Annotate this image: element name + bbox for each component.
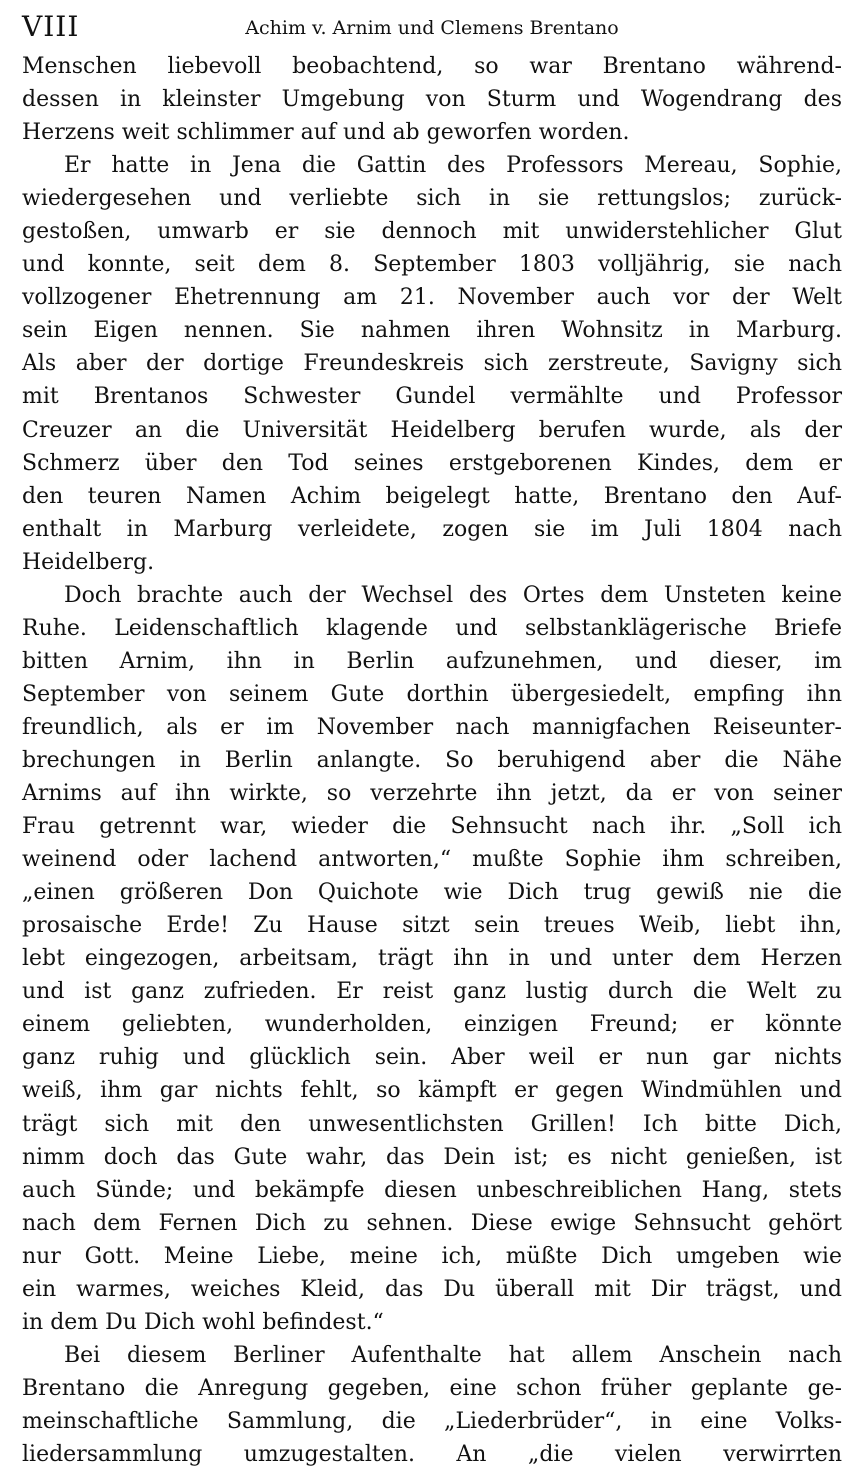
text-line: Menschen liebevoll beobachtend, so war Brentano während- bbox=[22, 54, 842, 79]
text-line: September von seinem Gute dorthin übergesiedelt, empfing ihn bbox=[22, 681, 842, 707]
text-line: Er hatte in Jena die Gattin des Professors Mereau, Sophie, bbox=[64, 153, 842, 179]
running-title: Achim v. Arnim und Clemens Brentano bbox=[245, 17, 619, 39]
text-line: brechungen in Berlin anlangte. So beruhigend aber die Nähe bbox=[22, 747, 842, 773]
text-line: gestoßen, umwarb er sie dennoch mit unwiderstehlicher Glut bbox=[22, 219, 842, 245]
text-line: freundlich, als er im November nach mannigfachen Reiseunter- bbox=[22, 714, 842, 740]
text-line: Bei diesem Berliner Aufenthalte hat allem Anschein nach bbox=[64, 1342, 842, 1368]
text-line: Brentano die Anregung gegeben, eine schon früher geplante ge- bbox=[22, 1375, 842, 1401]
text-line: in dem Du Dich wohl befindest.“ bbox=[22, 1309, 384, 1335]
text-line: sein Eigen nennen. Sie nahmen ihren Wohnsitz in Marburg. bbox=[22, 318, 842, 344]
text-line: Frau getrennt war, wieder die Sehnsucht nach ihr. „Soll ich bbox=[22, 814, 842, 840]
text-line: Schmerz über den Tod seines erstgeborenen Kindes, dem er bbox=[22, 450, 842, 476]
text-line: dessen in kleinster Umgebung von Sturm und Wogendrang des bbox=[22, 87, 842, 113]
text-line: Ruhe. Leidenschaftlich klagende und selbstanklägerische Briefe bbox=[22, 615, 842, 641]
text-line: nur Gott. Meine Liebe, meine ich, müßte Dich umgeben wie bbox=[22, 1243, 842, 1269]
text-line: wiedergesehen und verliebte sich in sie rettungslos; zurück- bbox=[22, 186, 842, 212]
text-line: ganz ruhig und glücklich sein. Aber weil er nun gar nichts bbox=[22, 1045, 842, 1071]
text-line: weiß, ihm gar nichts fehlt, so kämpft er gegen Windmühlen und bbox=[22, 1078, 842, 1104]
text-line: einem geliebten, wunderholden, einzigen Freund; er könnte bbox=[22, 1012, 842, 1038]
text-line: Doch brachte auch der Wechsel des Ortes dem Unsteten keine bbox=[64, 582, 842, 608]
text-line: bitten Arnim, ihn in Berlin aufzunehmen, und dieser, im bbox=[22, 648, 842, 674]
text-line: lebt eingezogen, arbeitsam, trägt ihn in und unter dem Herzen bbox=[22, 946, 842, 972]
text-line: nimm doch das Gute wahr, das Dein ist; es nicht genießen, ist bbox=[22, 1144, 842, 1170]
text-line: ein warmes, weiches Kleid, das Du überall mit Dir trägst, und bbox=[22, 1276, 842, 1302]
text-line: den teuren Namen Achim beigelegt hatte, Brentano den Auf- bbox=[22, 483, 842, 509]
text-line: Herzens weit schlimmer auf und ab geworfen worden. bbox=[22, 120, 630, 146]
text-line: und ist ganz zufrieden. Er reist ganz lustig durch die Welt zu bbox=[22, 979, 842, 1005]
text-line: mit Brentanos Schwester Gundel vermählte und Professor bbox=[22, 384, 842, 410]
text-line: prosaische Erde! Zu Hause sitzt sein treues Weib, liebt ihn, bbox=[22, 913, 842, 939]
text-line: trägt sich mit den unwesentlichsten Grillen! Ich bitte Dich, bbox=[22, 1111, 842, 1137]
text-line: Heidelberg. bbox=[22, 549, 155, 575]
text-line: und konnte, seit dem 8. September 1803 volljährig, sie nach bbox=[22, 252, 842, 278]
text-line: Arnims auf ihn wirkte, so verzehrte ihn jetzt, da er von seiner bbox=[22, 781, 842, 807]
text-line: „einen größeren Don Quichote wie Dich trug gewiß nie die bbox=[22, 880, 842, 906]
page-number: VIII bbox=[22, 10, 80, 43]
text-line: nach dem Fernen Dich zu sehnen. Diese ewige Sehnsucht gehört bbox=[22, 1210, 842, 1236]
body-text bbox=[22, 50, 842, 1471]
text-line: Creuzer an die Universität Heidelberg berufen wurde, als der bbox=[22, 417, 842, 443]
text-line: enthalt in Marburg verleidete, zogen sie im Juli 1804 nach bbox=[22, 516, 842, 542]
text-line: Als aber der dortige Freundeskreis sich zerstreute, Savigny sich bbox=[22, 351, 842, 377]
page-header bbox=[22, 10, 842, 44]
text-line: liedersammlung umzugestalten. An „die vielen verwirrten bbox=[22, 1441, 842, 1467]
text-line: vollzogener Ehetrennung am 21. November auch vor der Welt bbox=[22, 285, 842, 311]
text-line: auch Sünde; und bekämpfe diesen unbeschreiblichen Hang, stets bbox=[22, 1177, 842, 1203]
text-line: weinend oder lachend antworten,“ mußte Sophie ihm schreiben, bbox=[22, 847, 842, 873]
text-line: meinschaftliche Sammlung, die „Liederbrüder“, in eine Volks- bbox=[22, 1408, 842, 1434]
